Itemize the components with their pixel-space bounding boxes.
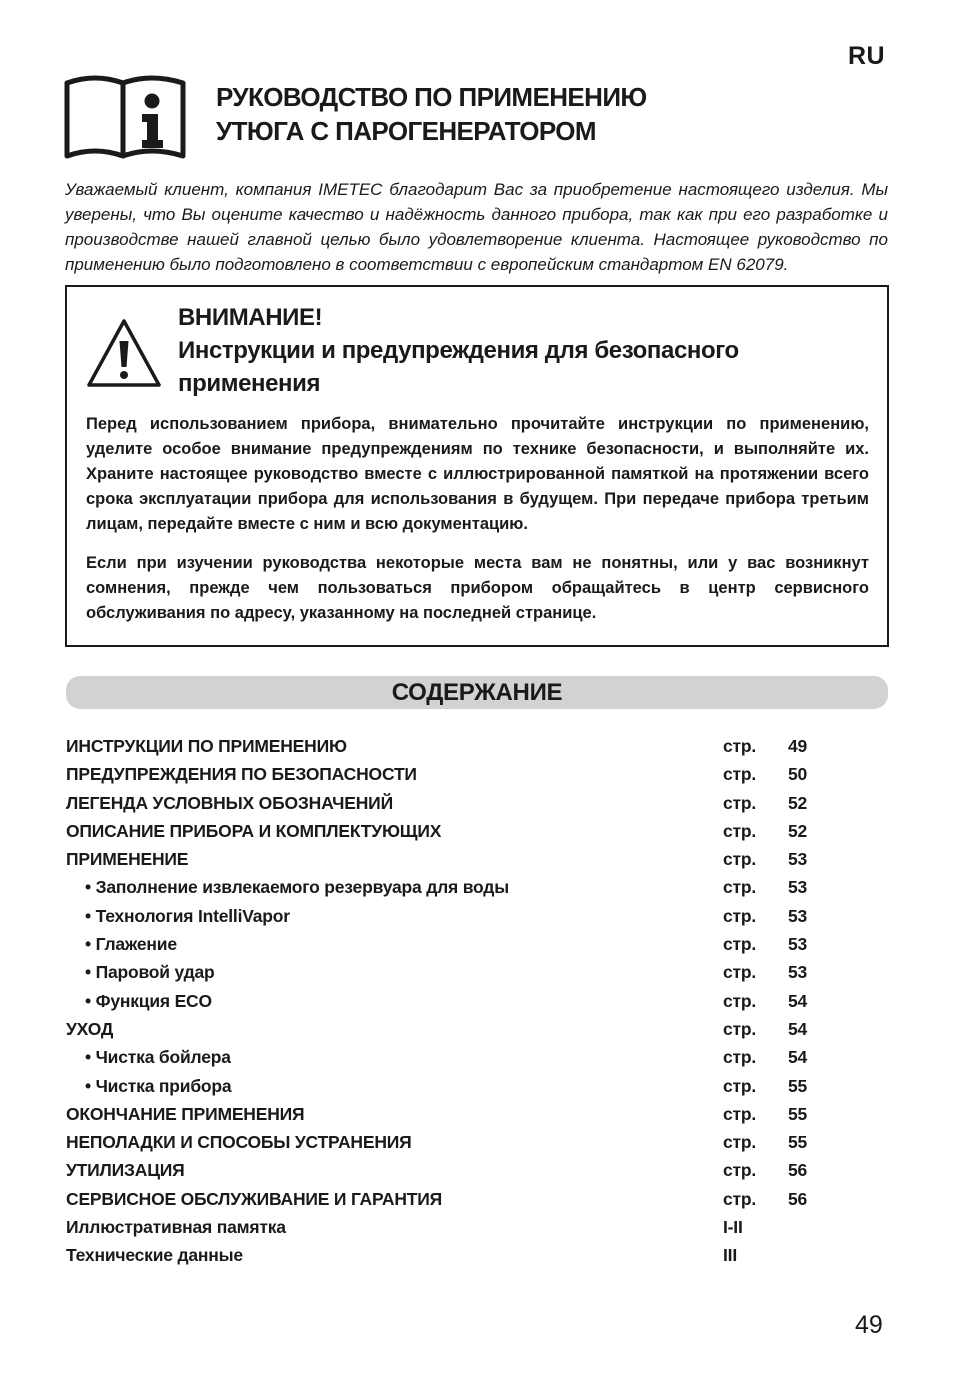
toc-entry-title: • Технология IntelliVapor <box>85 905 290 926</box>
page-number: 49 <box>855 1311 883 1339</box>
toc-entry-page-number: 53 <box>788 962 808 983</box>
toc-entry-page-number: 50 <box>788 764 808 785</box>
toc-entry-title: СЕРВИСНОЕ ОБСЛУЖИВАНИЕ И ГАРАНТИЯ <box>66 1188 443 1209</box>
toc-entry <box>66 760 888 788</box>
toc-entry-page-label: стр. <box>723 764 757 785</box>
toc-entry-page-number: 53 <box>788 905 808 926</box>
contents-heading: СОДЕРЖАНИЕ <box>66 676 888 709</box>
toc-entry <box>66 958 888 986</box>
toc-entry <box>66 1241 888 1269</box>
toc-entry-page-number: 52 <box>788 820 808 841</box>
toc-entry-title: ПРЕДУПРЕЖДЕНИЯ ПО БЕЗОПАСНОСТИ <box>66 764 417 785</box>
toc-entry <box>66 1156 888 1184</box>
toc-entry-title: • Чистка прибора <box>85 1075 232 1096</box>
toc-entry-page-label: стр. <box>723 1018 757 1039</box>
toc-entry-page-label: стр. <box>723 1103 757 1124</box>
toc-entry-page-number: 56 <box>788 1160 808 1181</box>
toc-entry-page-label: стр. <box>723 1160 757 1181</box>
toc-entry-page-label: стр. <box>723 934 757 955</box>
toc-entry-page-number: 53 <box>788 849 808 870</box>
warning-triangle-icon <box>86 317 162 389</box>
toc-entry-page-number: 56 <box>788 1188 808 1209</box>
toc-entry-page-label: стр. <box>723 990 757 1011</box>
toc-entry-page-number: 53 <box>788 877 808 898</box>
toc-entry-page-label: стр. <box>723 1132 757 1153</box>
manual-info-icon <box>64 74 186 160</box>
toc-entry <box>66 930 888 958</box>
warning-paragraph-2: Если при изучении руководства некоторые места вам не понятны, или у вас возникнут сомнения, прежде чем пользоваться прибором обращайтесь в центр сервисного обслуживания по адресу, указанному на последней странице. <box>86 554 869 622</box>
toc-entry-page-number: 52 <box>788 792 808 813</box>
toc-entry-page-number: 53 <box>788 934 808 955</box>
toc-entry-title: Иллюстративная памятка <box>66 1217 286 1238</box>
table-of-contents <box>66 732 888 1270</box>
warning-title-line-3: применения <box>178 370 321 397</box>
toc-entry-title: • Паровой удар <box>85 962 215 983</box>
toc-entry-title: ИНСТРУКЦИИ ПО ПРИМЕНЕНИЮ <box>66 736 347 756</box>
intro-paragraph: Уважаемый клиент, компания IMETEC благодарит Вас за приобретение настоящего изделия. Мы уверены, что Вы оцените качество и надёжность данного прибора, так как при его разработке и производстве нашей главной целью было удовлетворение клиента. Настоящее руководство по применению было подготовлено в соответствии с европейским стандартом EN 62079. <box>65 180 888 274</box>
toc-entry <box>66 1100 888 1128</box>
warning-title-line-1: ВНИМАНИЕ! <box>178 304 323 331</box>
toc-entry-page-label: стр. <box>723 792 757 813</box>
toc-entry-page-number: 55 <box>788 1103 808 1124</box>
toc-entry-title: УТИЛИЗАЦИЯ <box>66 1160 185 1181</box>
page-title <box>216 80 647 148</box>
toc-entry <box>66 902 888 930</box>
toc-entry <box>66 845 888 873</box>
toc-entry-title: ОКОНЧАНИЕ ПРИМЕНЕНИЯ <box>66 1103 305 1124</box>
toc-entry-reference: I-II <box>723 1217 743 1238</box>
toc-entry-page-number: 55 <box>788 1132 808 1153</box>
toc-entry <box>66 789 888 817</box>
toc-entry-page-number: 54 <box>788 1047 808 1068</box>
toc-entry-title: • Чистка бойлера <box>85 1047 231 1068</box>
toc-entry-page-label: стр. <box>723 820 757 841</box>
toc-entry <box>66 1072 888 1100</box>
toc-entry <box>66 1128 888 1156</box>
toc-entry <box>66 732 888 760</box>
toc-entry-page-number: 55 <box>788 1075 808 1096</box>
warning-title-line-2: Инструкции и предупреждения для безопасного <box>178 337 739 364</box>
toc-entry-title: Технические данные <box>66 1245 243 1266</box>
toc-entry-title: • Функция ECO <box>85 990 212 1011</box>
toc-entry <box>66 1185 888 1213</box>
toc-entry-title: ПРИМЕНЕНИЕ <box>66 849 189 870</box>
toc-entry <box>66 1043 888 1071</box>
warning-paragraph-1: Перед использованием прибора, внимательно прочитайте инструкции по применению, уделите особое внимание предупреждениям по технике безопасности, и выполняйте их. Храните настоящее руководство вместе с иллюстрированной памяткой на протяжении всего срока эксплуатации прибора для использования в будущем. При передаче прибора третьим лицам, передайте вместе с ним и всю документацию. <box>86 415 869 533</box>
toc-entry <box>66 817 888 845</box>
toc-entry-page-label: стр. <box>723 877 757 898</box>
title-line-2: УТЮГА С ПАРОГЕНЕРАТОРОМ <box>216 116 596 146</box>
toc-entry-title: ЛЕГЕНДА УСЛОВНЫХ ОБОЗНАЧЕНИЙ <box>66 792 393 813</box>
toc-entry-page-label: стр. <box>723 1075 757 1096</box>
toc-entry-page-label: стр. <box>723 905 757 926</box>
toc-entry-page-number: 54 <box>788 990 808 1011</box>
toc-entry-page-label: стр. <box>723 849 757 870</box>
title-line-1: РУКОВОДСТВО ПО ПРИМЕНЕНИЮ <box>216 82 647 112</box>
toc-entry-title: УХОД <box>66 1018 114 1039</box>
toc-entry-page-number: 54 <box>788 1018 808 1039</box>
language-code: RU <box>848 42 886 70</box>
toc-entry <box>66 1015 888 1043</box>
toc-entry-reference: III <box>723 1245 737 1266</box>
warning-title <box>178 301 739 400</box>
toc-entry-title: НЕПОЛАДКИ И СПОСОБЫ УСТРАНЕНИЯ <box>66 1132 412 1153</box>
warning-box <box>65 285 889 647</box>
toc-entry-page-label: стр. <box>723 962 757 983</box>
toc-entry-page-number: 49 <box>788 736 808 756</box>
toc-entry <box>66 987 888 1015</box>
toc-entry-page-label: стр. <box>723 1188 757 1209</box>
toc-entry <box>66 1213 888 1241</box>
toc-entry <box>66 873 888 901</box>
toc-entry-page-label: стр. <box>723 1047 757 1068</box>
toc-entry-title: • Глажение <box>85 934 177 955</box>
toc-entry-title: ОПИСАНИЕ ПРИБОРА И КОМПЛЕКТУЮЩИХ <box>66 820 442 841</box>
toc-entry-page-label: стр. <box>723 736 757 756</box>
toc-entry-title: • Заполнение извлекаемого резервуара для воды <box>85 877 509 898</box>
